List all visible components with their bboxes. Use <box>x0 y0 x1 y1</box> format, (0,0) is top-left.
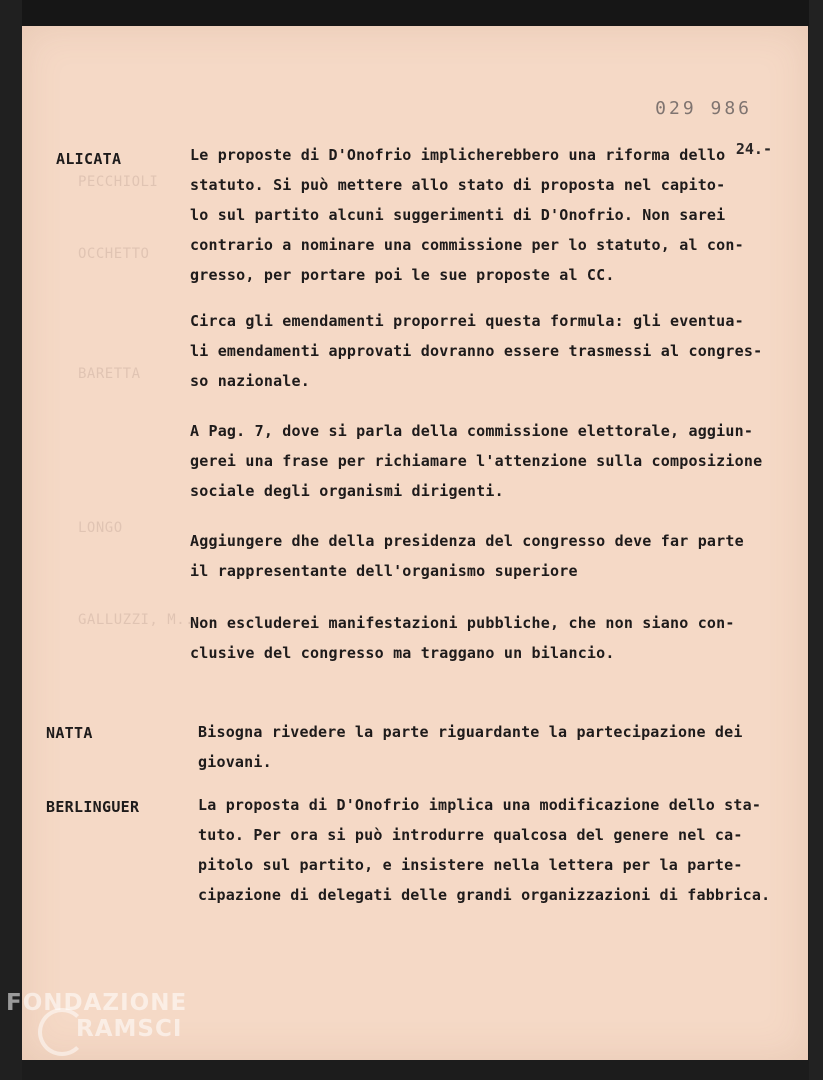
g-logo-icon <box>38 1008 86 1056</box>
watermark-line2: RAMSCI <box>76 1016 183 1042</box>
scan-border-left <box>0 0 22 1080</box>
speech-paragraph <box>190 608 790 668</box>
speech-paragraph <box>190 526 790 586</box>
watermark-line1: FONDAZIONE <box>6 990 188 1016</box>
bleed-through: LONGO <box>78 520 123 536</box>
speaker-name: ALICATA <box>56 150 122 168</box>
archive-number: 029 986 <box>655 98 752 119</box>
text-line: statuto. Si può mettere allo stato di proposta nel capito- <box>190 176 726 194</box>
text-line: Bisogna rivedere la parte riguardante la partecipazione dei <box>198 723 743 741</box>
speech-paragraph <box>198 717 798 777</box>
fondazione-gramsci-watermark <box>6 990 187 1042</box>
text-line: A Pag. 7, dove si parla della commissione elettorale, aggiun- <box>190 422 754 440</box>
text-line: Aggiungere dhe della presidenza del congresso deve far parte <box>190 532 744 550</box>
bleed-through: BARETTA <box>78 366 141 382</box>
text-line: gresso, per portare poi le sue proposte al CC. <box>190 266 615 284</box>
text-line: giovani. <box>198 753 272 771</box>
text-line: La proposta di D'Onofrio implica una modificazione dello sta- <box>198 796 762 814</box>
text-line: gerei una frase per richiamare l'attenzione sulla composizione <box>190 452 763 470</box>
text-line: contrario a nominare una commissione per lo statuto, al con- <box>190 236 744 254</box>
page-number: 24.- <box>735 140 772 158</box>
speaker-name: NATTA <box>46 724 93 742</box>
text-line: so nazionale. <box>190 372 310 390</box>
speech-paragraph <box>190 140 790 290</box>
text-line: sociale degli organismi dirigenti. <box>190 482 504 500</box>
text-line: lo sul partito alcuni suggerimenti di D'Onofrio. Non sarei <box>190 206 726 224</box>
speaker-name: BERLINGUER <box>46 798 140 816</box>
text-line: clusive del congresso ma traggano un bilancio. <box>190 644 615 662</box>
speech-paragraph <box>198 790 798 910</box>
text-line: cipazione di delegati delle grandi organizzazioni di fabbrica. <box>198 886 771 904</box>
bleed-through: GALLUZZI, M... <box>78 612 204 628</box>
document-page <box>22 26 808 1060</box>
bleed-through: OCCHETTO <box>78 246 150 262</box>
text-line: Non escluderei manifestazioni pubbliche, che non siano con- <box>190 614 735 632</box>
speech-paragraph <box>190 416 790 506</box>
text-line: il rappresentante dell'organismo superiore <box>190 562 578 580</box>
text-line: li emendamenti approvati dovranno essere trasmessi al congres- <box>190 342 763 360</box>
text-line: pitolo sul partito, e insistere nella lettera per la parte- <box>198 856 743 874</box>
scan-border-top <box>0 0 823 26</box>
text-line: tuto. Per ora si può introdurre qualcosa del genere nel ca- <box>198 826 743 844</box>
text-line: Circa gli emendamenti proporrei questa formula: gli eventua- <box>190 312 744 330</box>
scan-border-right <box>809 0 823 1080</box>
speech-paragraph <box>190 306 790 396</box>
bleed-through: PECCHIOLI <box>78 174 159 190</box>
text-line: Le proposte di D'Onofrio implicherebbero una riforma dello <box>190 146 726 164</box>
